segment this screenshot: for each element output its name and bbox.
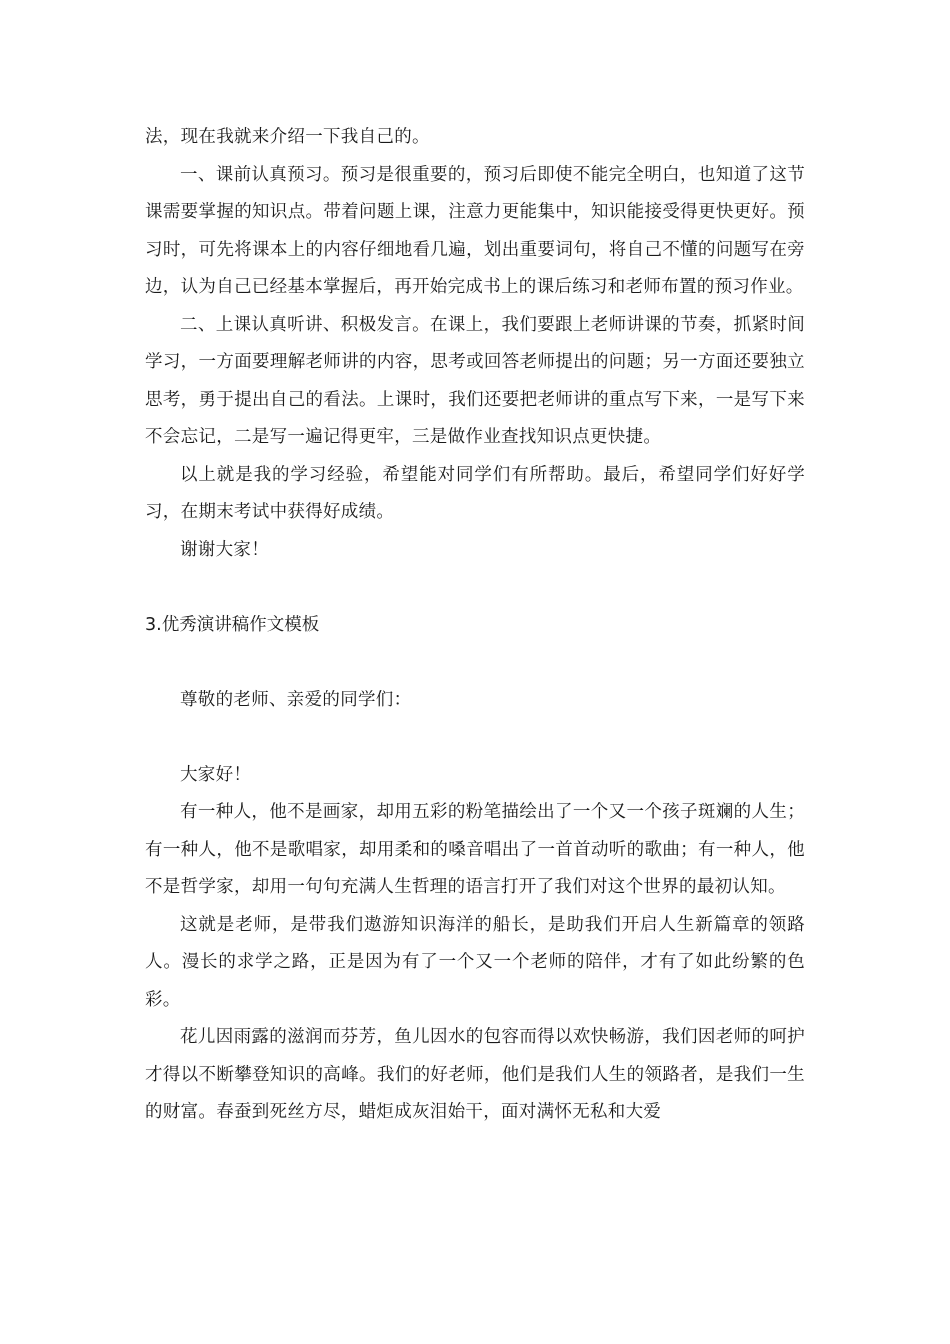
paragraph-conclusion: 以上就是我的学习经验，希望能对同学们有所帮助。最后，希望同学们好好学习，在期末考试中获得好成绩。 [145, 464, 805, 522]
greeting: 大家好！ [180, 764, 252, 785]
salutation: 尊敬的老师、亲爱的同学们： [180, 689, 412, 710]
paragraph-thanks: 谢谢大家！ [180, 539, 269, 560]
paragraph-flowers-rain: 花儿因雨露的滋润而芬芳，鱼儿因水的包容而得以欢快畅游，我们因老师的呵护才得以不断攀登知识的高峰。我们的好老师，他们是我们人生的领路者，是我们一生的财富。春蚕到死丝方尽，蜡炬成灰泪始干，面对满怀无私和大爱 [145, 1027, 805, 1122]
spacer [145, 569, 805, 607]
spacer [145, 644, 805, 682]
document-page [145, 119, 805, 1132]
paragraph-kind-of-person: 有一种人，他不是画家，却用五彩的粉笔描绘出了一个又一个孩子斑斓的人生；有一种人，他不是歌唱家，却用柔和的嗓音唱出了一首首动听的歌曲；有一种人，他不是哲学家，却用一句句充满人生哲理的语言打开了我们对这个世界的最初认知。 [145, 802, 805, 897]
section-heading: 3.优秀演讲稿作文模板 [145, 614, 320, 635]
paragraph-preview-study: 一、课前认真预习。预习是很重要的，预习后即使不能完全明白，也知道了这节课需要掌握的知识点。带着问题上课，注意力更能集中，知识能接受得更快更好。预习时，可先将课本上的内容仔细地看几遍，划出重要词句，将自己不懂的问题写在旁边，认为自己已经基本掌握后，再开始完成书上的课后练习和老师布置的预习作业。 [145, 164, 805, 297]
spacer [145, 719, 805, 757]
paragraph-continuation: 法，现在我就来介绍一下我自己的。 [145, 127, 430, 147]
paragraph-listen-in-class: 二、上课认真听讲、积极发言。在课上，我们要跟上老师讲课的节奏，抓紧时间学习，一方面要理解老师讲的内容，思考或回答老师提出的问题；另一方面还要独立思考，勇于提出自己的看法。上课时，我们还要把老师讲的重点写下来，一是写下来不会忘记，二是写一遍记得更牢，三是做作业查找知识点更快捷。 [145, 314, 805, 447]
paragraph-this-is-teacher: 这就是老师，是带我们遨游知识海洋的船长，是助我们开启人生新篇章的领路人。漫长的求学之路，正是因为有了一个又一个老师的陪伴，才有了如此纷繁的色彩。 [145, 914, 805, 1010]
